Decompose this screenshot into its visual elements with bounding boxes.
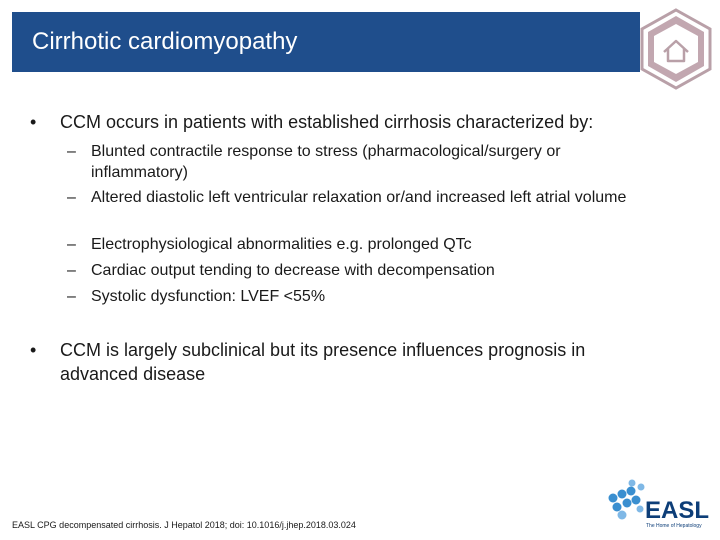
title-bar <box>12 12 640 72</box>
bullet-text: CCM occurs in patients with established cirrhosis characterized by: <box>60 112 594 132</box>
bullet-marker: • <box>30 112 37 132</box>
easl-logo[interactable] <box>605 474 715 530</box>
sub-bullet-marker: – <box>67 262 76 279</box>
bullet-text: CCM is largely subclinical but its presence influences prognosis in advanced disease <box>60 340 586 384</box>
sub-bullet-text: Altered diastolic left ventricular relaxation or/and increased left atrial volume <box>91 189 627 206</box>
sub-bullet-marker: – <box>67 143 76 160</box>
sub-bullet-text: Electrophysiological abnormalities e.g. prolonged QTc <box>91 236 472 253</box>
logo-tagline: The Home of Hepatology <box>646 523 702 529</box>
home-icon[interactable] <box>640 8 712 90</box>
sub-bullet-marker: – <box>67 288 76 305</box>
sub-bullet-text: Systolic dysfunction: LVEF <55% <box>91 288 326 305</box>
sub-bullet-text: Cardiac output tending to decrease with decompensation <box>91 262 495 279</box>
sub-bullet-text: Blunted contractile response to stress (pharmacological/surgery or inflammatory) <box>91 143 561 181</box>
sub-bullet-marker: – <box>67 236 76 253</box>
citation: EASL CPG decompensated cirrhosis. J Hepatol 2018; doi: 10.1016/j.jhep.2018.03.024 <box>12 520 356 530</box>
sub-bullet-marker: – <box>67 189 76 206</box>
logo-dots-icon <box>609 480 645 520</box>
logo-text: EASL <box>645 497 710 524</box>
bullet-marker: • <box>30 340 37 360</box>
slide-title: Cirrhotic cardiomyopathy <box>32 28 298 55</box>
